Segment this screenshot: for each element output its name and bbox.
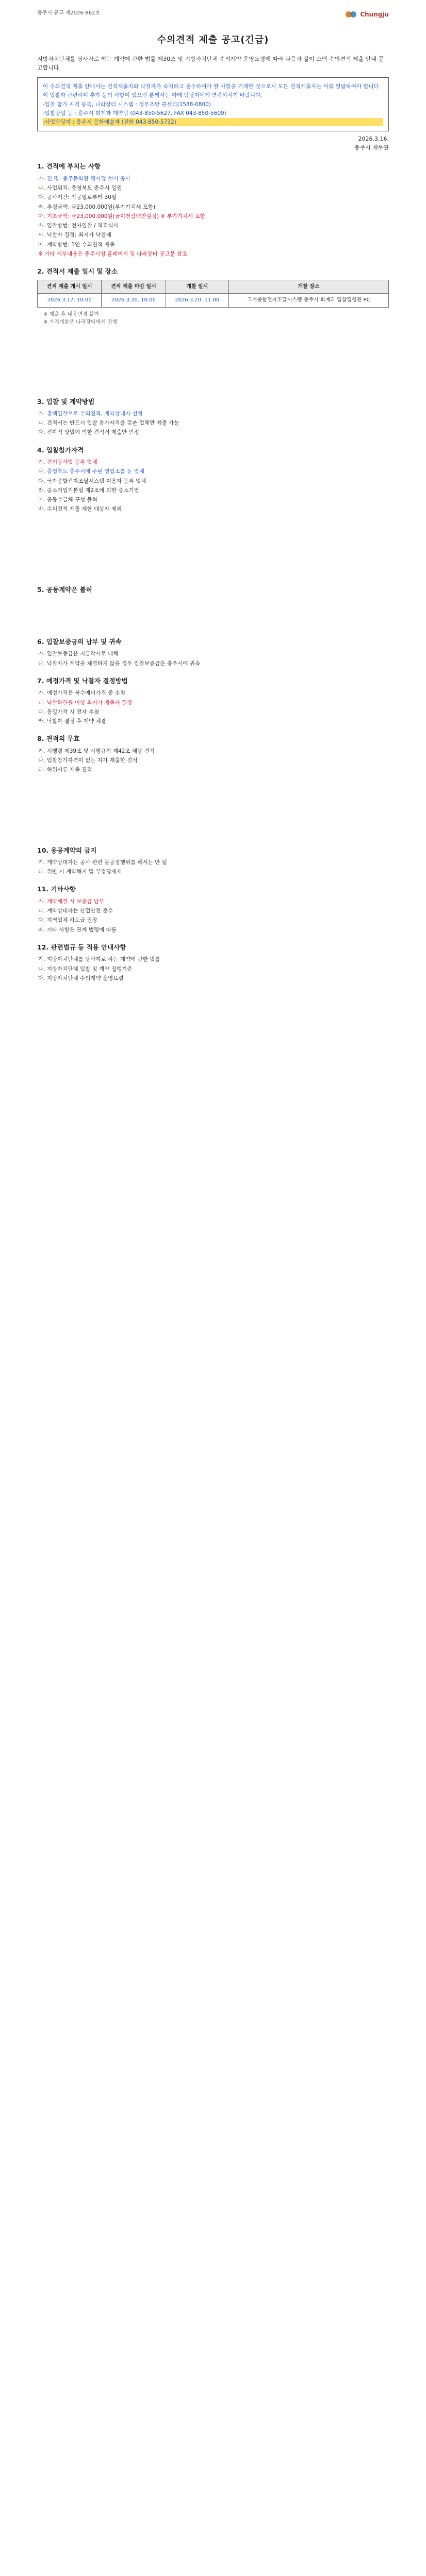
section-item: 나. 계약상대자는 산업안전 준수 (38, 908, 113, 914)
section-11 (37, 884, 389, 934)
section-title: 8. 견적의 무효 (37, 735, 80, 743)
section-item: 다. 지역업체 하도급 권장 (38, 917, 97, 924)
section-item: 다. 국가종합전자조달시스템 이용자 등록 업체 (38, 478, 146, 484)
schedule-table (37, 280, 389, 308)
section-item: 나. 위반 시 계약해지 및 부정당제재 (38, 869, 122, 875)
notice-line: -입찰 참가 자격 등록, 나라장터 시스템 : 정부조달 콜센터(1588-0800) (43, 101, 211, 108)
section-10 (37, 845, 389, 876)
section-8 (37, 734, 389, 774)
section-note: ※ 가격개찰은 나라장터에서 진행 (43, 319, 118, 326)
section-item: 라. 기타 사항은 관계 법령에 따름 (38, 926, 117, 933)
section-item: 가. 지방자치단체를 당사자로 하는 계약에 관한 법률 (38, 956, 160, 963)
section-5 (37, 585, 389, 595)
section-item: 다. 공사기간: 착공일로부터 30일 (38, 194, 117, 201)
section-title: 10. 용공계약의 금지 (37, 846, 97, 854)
section-item: 바. 입찰방법: 전자입찰 / 적격심사 (38, 223, 119, 229)
section-title: 7. 예정가격 및 낙찰자 결정방법 (37, 676, 128, 685)
section-item: 다. 지방자치단체 수의계약 운영요령 (38, 975, 124, 981)
section-title: 12. 관련법규 등 적용 안내사항 (37, 943, 126, 951)
section-item: 나. 낙찰하한율 이상 최저가 제출자 결정 (38, 699, 133, 706)
table-header-row (38, 280, 389, 294)
doc-number: 충주시 공고 제2026-862호 (37, 10, 101, 16)
section-title: 5. 공동계약은 불허 (37, 585, 92, 594)
section-item: 바. 수의견적 제출 제한 대상자 제외 (38, 506, 122, 513)
section-item: 가. 계약상대자는 공사 관련 불공정행위를 해서는 안 됨 (38, 859, 167, 866)
signoff-issuer: 충주시 재무관 (354, 144, 389, 151)
section-4 (37, 445, 389, 514)
table-header: 견적 제출 마감 일시 (102, 280, 166, 294)
notice-line: -입찰방법 등 : 충주시 회계과 계약팀 (043-850-5627, FAX 043-850-5609) (43, 110, 226, 116)
table-cell: 2026.3.20. 11:00 (166, 294, 228, 308)
section-item: 가. 총액입찰으로 수의견적, 계약상대자 선정 (38, 410, 143, 417)
table-header: 개찰 장소 (228, 280, 388, 294)
section-item: 가. 시행령 제39조 및 시행규칙 제42조 해당 견적 (38, 748, 155, 754)
table-header: 견적 제출 개시 일시 (38, 280, 102, 294)
section-item: 다. 허위서류 제출 견적 (38, 767, 92, 773)
signoff-date: 2026.3.16. (358, 135, 389, 143)
section-item: 나. 충청북도 충주시에 주된 영업소를 둔 업체 (38, 468, 144, 475)
section-3 (37, 397, 389, 437)
section-title: 4. 입찰참가자격 (37, 446, 84, 454)
section-item: 마. 기초금액: 금23,000,000원(금이천삼백만원정) ※ 부가가치세 포함 (38, 213, 205, 219)
section-2 (37, 266, 389, 326)
logo-text: Chungju (360, 10, 389, 18)
section-title: 1. 견적에 부치는 사항 (37, 162, 101, 171)
section-7 (37, 676, 389, 725)
section-title: 3. 입찰 및 계약방법 (37, 397, 95, 405)
section-item: 라. 추정금액: 금23,000,000원(부가가치세 포함) (38, 204, 156, 210)
section-title: 6. 입찰보증금의 납부 및 귀속 (37, 638, 122, 646)
signoff (37, 134, 389, 152)
section-item: 다. 전자적 방법에 의한 견적서 제출만 인정 (38, 429, 139, 436)
section-item: 가. 계약체결 시 보증금 납부 (38, 898, 105, 905)
logo-icon (345, 9, 358, 20)
section-item: 나. 낙찰자가 계약을 체결하지 않을 경우 입찰보증금은 충주시에 귀속 (38, 660, 201, 667)
section-item: 마. 공동수급체 구성 불허 (38, 497, 97, 503)
section-item: 라. 중소기업기본법 제2조에 의한 중소기업 (38, 487, 139, 494)
table-cell: 2026.3.17. 10:00 (38, 294, 102, 308)
section-item: 라. 낙찰자 결정 후 계약 체결 (38, 718, 106, 725)
table-cell: 국가종합전자조달시스템 충주시 회계과 입찰집행관 PC (228, 294, 388, 308)
table-cell: 2026.3.20. 10:00 (102, 294, 166, 308)
page-title: 수의견적 제출 공고(긴급) (157, 35, 269, 45)
section-item: 가. 전기공사업 등록 업체 (38, 459, 97, 466)
section-item: 가. 예정가격은 복수예비가격 중 추첨 (38, 690, 125, 697)
section-item: 다. 동일가격 시 전자 추첨 (38, 708, 100, 715)
table-header: 개찰 일시 (166, 280, 228, 294)
section-item: 나. 입찰참가자격이 없는 자가 제출한 견적 (38, 757, 138, 764)
table-row (38, 294, 389, 308)
section-item: ※ 기타 세부내용은 충주시청 홈페이지 및 나라장터 공고문 참조 (38, 250, 188, 257)
section-6 (37, 637, 389, 668)
section-12 (37, 942, 389, 982)
doc-header (37, 9, 389, 20)
section-note: ※ 제출 후 내용변경 불가 (43, 311, 100, 317)
city-logo (345, 9, 389, 20)
notice-line: -사업담당자 : 충주시 문화예술과 (전화 043-850-5732) (43, 118, 383, 126)
section-1 (37, 161, 389, 258)
intro-text: 지방자치단체를 당사자로 하는 계약에 관한 법률 제30조 및 지방자치단체 수의계약 운영요령에 따라 다음과 같이 소액 수의견적 제출 안내 공고합니다. (37, 55, 384, 71)
section-item: 나. 지방자치단체 입찰 및 계약 집행기준 (38, 965, 133, 972)
section-item: 가. 입찰보증금은 지급각서로 대체 (38, 651, 119, 657)
section-item: 아. 계약방법: 1인 수의견적 제출 (38, 241, 115, 248)
notice-box (37, 77, 389, 131)
notice-line: 이 입찰과 관련하여 추가 문의 사항이 있으신 분께서는 아래 담당자에게 연락하시기 바랍니다. (43, 92, 263, 99)
section-title: 2. 견적서 제출 일시 및 장소 (37, 267, 118, 276)
section-title: 11. 기타사항 (37, 885, 76, 893)
section-item: 사. 낙찰자 결정: 최저가 낙찰제 (38, 232, 111, 239)
section-item: 나. 견적서는 반드시 입찰 참가자격을 갖춘 업체만 제출 가능 (38, 420, 179, 427)
notice-line: 이 수의견적 제출 안내서는 견적제출자와 낙찰자가 숙지하고 준수하여야 할 사항을 기재한 것으로서 모든 견적제출자는 이를 열람하여야 합니다. (43, 83, 381, 90)
section-item: 가. 건 명: 충주문화관 행사장 설비 공사 (38, 175, 131, 182)
section-item: 나. 사업위치: 충청북도 충주시 일원 (38, 185, 122, 192)
